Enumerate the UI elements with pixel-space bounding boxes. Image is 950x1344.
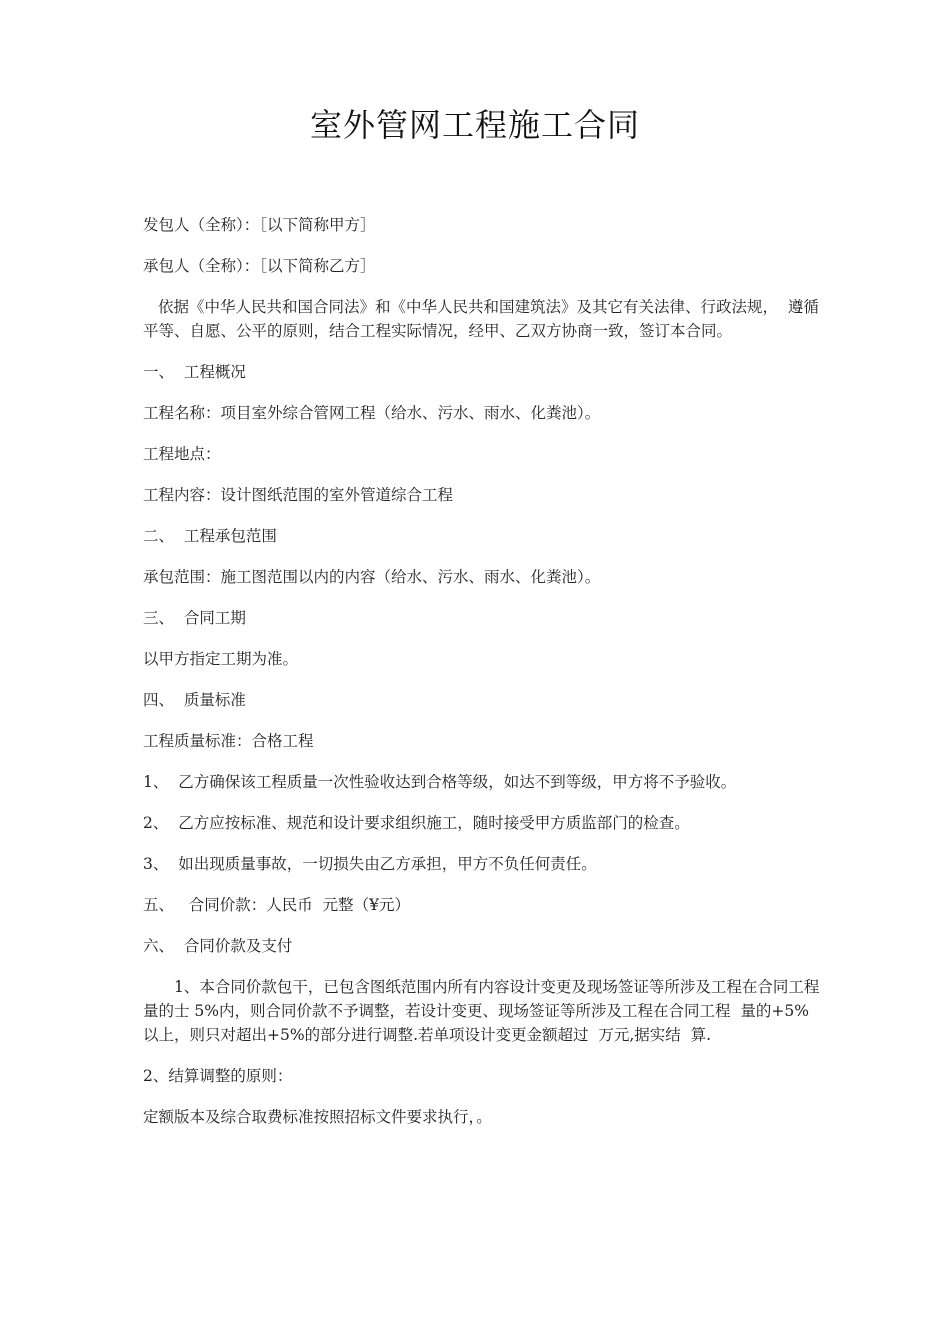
section-heading-4: 四、 质量标准: [143, 691, 246, 709]
party-b-line: 承包人（全称）：［以下简称乙方］: [143, 257, 376, 275]
section-heading-5: 五、 合同价款：人民币 元整（¥元）: [143, 896, 410, 914]
party-a-line: 发包人（全称）：［以下简称甲方］: [143, 216, 376, 234]
quality-standard-line: 工程质量标准：合格工程: [143, 732, 314, 750]
payment-clause-2-text: 定额版本及综合取费标准按照招标文件要求执行，。: [143, 1108, 492, 1126]
project-name-line: 工程名称：项目室外综合管网工程（给水、污水、雨水、化粪池）。: [143, 404, 601, 422]
preamble-paragraph: 依据《中华人民共和国合同法》和《中华人民共和国建筑法》及其它有关法律、行政法规， 遵循平等、自愿、公平的原则，结合工程实际情况，经甲、乙双方协商一致，签订本合同。: [143, 298, 819, 340]
project-content-line: 工程内容：设计图纸范围的室外管道综合工程: [143, 486, 454, 504]
payment-clause-2-heading: 2、结算调整的原则：: [143, 1067, 293, 1085]
schedule-line: 以甲方指定工期为准。: [143, 650, 299, 668]
project-location-line: 工程地点：: [143, 445, 221, 463]
section-heading-6: 六、 合同价款及支付: [143, 937, 293, 955]
section-heading-1: 一、 工程概况: [143, 363, 246, 381]
quality-item-2: 2、 乙方应按标准、规范和设计要求组织施工，随时接受甲方质监部门的检查。: [143, 814, 690, 832]
document-title: 室外管网工程施工合同: [309, 106, 640, 144]
quality-item-1: 1、 乙方确保该工程质量一次性验收达到合格等级，如达不到等级，甲方将不予验收。: [143, 773, 737, 791]
payment-clause-1: 1、本合同价款包干，已包含图纸范围内所有内容设计变更及现场签证等所涉及工程在合同工程量的士 5%内，则合同价款不予调整，若设计变更、现场签证等所涉及工程在合同工程 量的+5%以上，则只对超出+5%的部分进行调整.若单项设计变更金额超过 万元,据实结 算.: [143, 978, 820, 1044]
scope-line: 承包范围：施工图范围以内的内容（给水、污水、雨水、化粪池）。: [143, 568, 601, 586]
section-heading-3: 三、 合同工期: [143, 609, 246, 627]
document-body: [143, 213, 823, 1146]
section-heading-2: 二、 工程承包范围: [143, 527, 277, 545]
quality-item-3: 3、 如出现质量事故，一切损失由乙方承担，甲方不负任何责任。: [143, 855, 597, 873]
